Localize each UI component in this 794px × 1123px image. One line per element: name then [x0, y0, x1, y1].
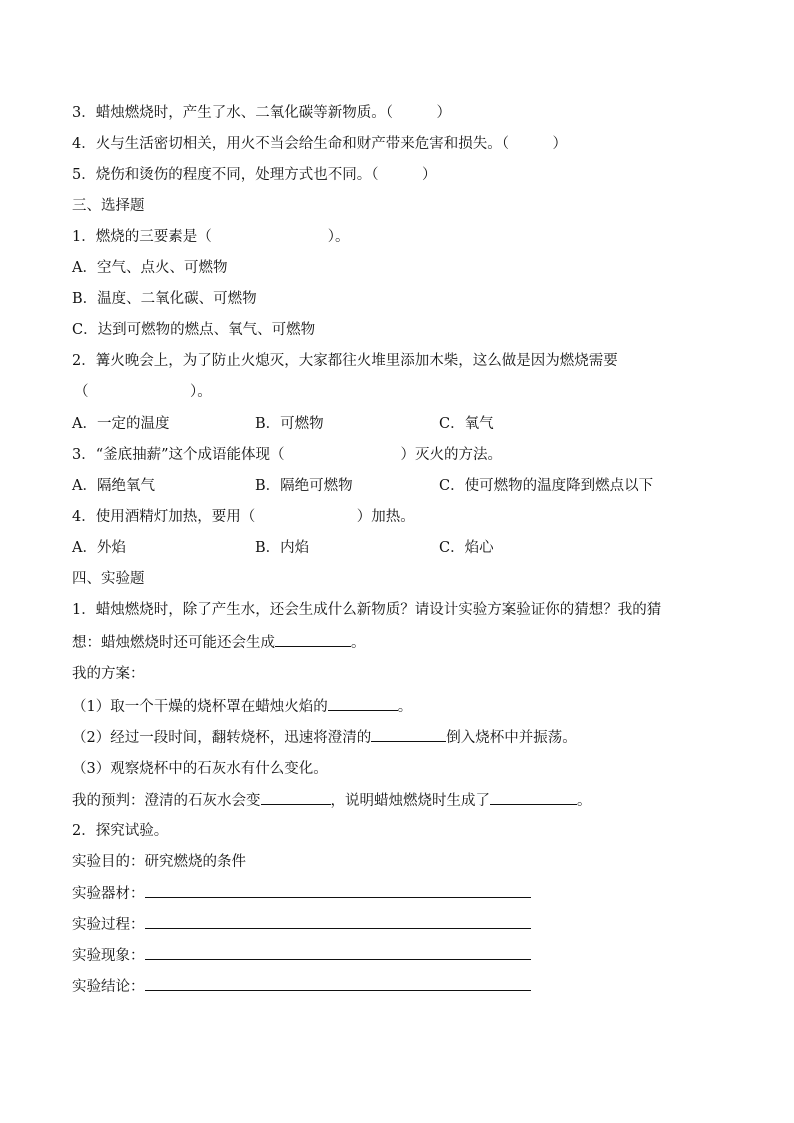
choice-question-4-stem: 4．使用酒精灯加热，要用（ ）加热。	[72, 509, 415, 525]
experiment-question-1-guess-text: 想：蜡烛燃烧时还可能还会生成	[72, 635, 275, 651]
plan-step-1	[72, 696, 412, 716]
plan-label: 我的方案：	[72, 666, 145, 682]
choice-question-2-stem-blank: （ ）。	[74, 384, 212, 400]
experiment-question-1-line-1: 1．蜡烛燃烧时，除了产生水，还会生成什么新物质？请设计实验方案验证你的猜想？我的猜	[72, 602, 662, 618]
plan-step-2	[72, 727, 577, 747]
equipment-label: 实验器材：	[72, 886, 145, 902]
conclusion-answer-line[interactable]	[145, 976, 531, 991]
product-name-blank[interactable]	[490, 790, 577, 805]
plan-step-1-end: 。	[397, 699, 413, 715]
choice-question-3-option-c: C．使可燃物的温度降到燃点以下	[439, 478, 654, 494]
choice-question-3-option-b: B．隔绝可燃物	[255, 478, 353, 494]
section-heading-experiment: 四、实验题	[72, 571, 145, 587]
phenomenon-field	[72, 945, 531, 965]
process-answer-line[interactable]	[145, 914, 531, 929]
choice-question-4-option-c: C．焰心	[439, 540, 494, 556]
liquid-name-blank[interactable]	[371, 727, 446, 742]
prediction-end: 。	[577, 793, 592, 809]
equipment-field	[72, 883, 531, 903]
choice-question-2-stem: 2．篝火晚会上，为了防止火熄灭，大家都往火堆里添加木柴，这么做是因为燃烧需要	[72, 353, 618, 369]
experiment-question-1-guess-end: 。	[351, 635, 366, 651]
prediction-text: 我的预判：澄清的石灰水会变	[72, 793, 261, 809]
process-label: 实验过程：	[72, 917, 145, 933]
phenomenon-label: 实验现象：	[72, 948, 145, 964]
choice-question-1-stem: 1．燃烧的三要素是（ ）。	[72, 229, 350, 245]
choice-question-2-option-c: C．氧气	[439, 416, 494, 432]
judge-question-3: 3．蜡烛燃烧时，产生了水、二氧化碳等新物质。（ ）	[72, 105, 451, 121]
choice-question-3-stem: 3．“釜底抽薪”这个成语能体现（ ）灭火的方法。	[72, 447, 503, 463]
prediction-line	[72, 790, 592, 810]
judge-question-5: 5．烧伤和烫伤的程度不同，处理方式也不同。（ ）	[72, 167, 437, 183]
prediction-middle-text: ，说明蜡烛燃烧时生成了	[330, 793, 490, 809]
plan-step-2-text: （2）经过一段时间，翻转烧杯，迅速将澄清的	[72, 730, 372, 746]
experiment-question-2-title: 2．探究试验。	[72, 823, 169, 839]
choice-question-2-option-b: B．可燃物	[255, 416, 324, 432]
choice-question-1-option-c: C．达到可燃物的燃点、氧气、可燃物	[72, 322, 316, 338]
choice-question-2-options	[72, 414, 712, 434]
conclusion-label: 实验结论：	[72, 979, 145, 995]
choice-question-4-option-a: A．外焰	[72, 540, 126, 556]
experiment-purpose: 实验目的：研究燃烧的条件	[72, 854, 246, 870]
plan-step-1-text: （1）取一个干燥的烧杯罩在蜡烛火焰的	[72, 699, 328, 715]
experiment-question-1-line-2	[72, 632, 366, 652]
equipment-answer-line[interactable]	[145, 883, 531, 898]
choice-question-4-option-b: B．内焰	[255, 540, 310, 556]
plan-step-3: （3）观察烧杯中的石灰水有什么变化。	[72, 761, 328, 777]
choice-question-4-options	[72, 538, 712, 558]
process-field	[72, 914, 531, 934]
guess-answer-blank[interactable]	[275, 632, 351, 647]
limewater-change-blank[interactable]	[261, 790, 331, 805]
conclusion-field	[72, 976, 531, 996]
phenomenon-answer-line[interactable]	[145, 945, 531, 960]
flame-part-blank[interactable]	[328, 696, 398, 711]
choice-question-2-option-a: A．一定的温度	[72, 416, 170, 432]
choice-question-3-option-a: A．隔绝氧气	[72, 478, 155, 494]
choice-question-1-option-b: B．温度、二氧化碳、可燃物	[72, 291, 257, 307]
choice-question-1-option-a: A．空气、点火、可燃物	[72, 260, 228, 276]
choice-question-3-options	[72, 476, 712, 496]
plan-step-2-end: 倒入烧杯中并振荡。	[446, 730, 577, 746]
judge-question-4: 4．火与生活密切相关，用火不当会给生命和财产带来危害和损失。（ ）	[72, 136, 567, 152]
section-heading-choice: 三、选择题	[72, 198, 145, 214]
